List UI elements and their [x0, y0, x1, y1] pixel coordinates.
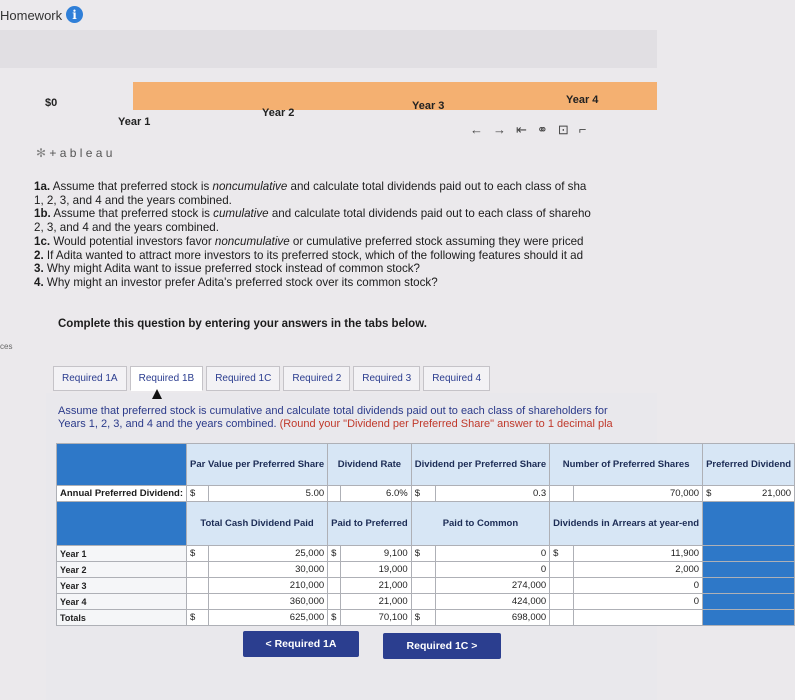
subheader-blank-right	[703, 502, 795, 546]
currency-symbol	[550, 562, 573, 578]
question-number: 1a.	[34, 180, 51, 193]
header-preferred-dividend: Preferred Dividend	[703, 444, 795, 486]
question-text: 2, 3, and 4 and the years combined.	[34, 221, 219, 235]
info-icon[interactable]: i	[66, 6, 83, 23]
forward-arrow-icon[interactable]: →	[493, 122, 516, 137]
question-text: or cumulative preferred stock assuming they were priced	[289, 234, 584, 248]
annual-dividend-label: Annual Preferred Dividend:	[57, 486, 187, 502]
currency-symbol	[187, 578, 209, 594]
side-text: ces	[0, 342, 13, 351]
currency-symbol: $	[411, 486, 435, 502]
row-label: Totals	[57, 610, 187, 626]
table-row	[57, 578, 795, 594]
currency-symbol	[187, 594, 209, 610]
table-row	[57, 546, 795, 562]
row-label: Year 2	[57, 562, 187, 578]
arrears-input[interactable]	[573, 610, 703, 626]
paid-common-input[interactable]: 0	[435, 546, 549, 562]
total-cash-input[interactable]: 210,000	[208, 578, 328, 594]
table-row	[57, 610, 795, 626]
currency-symbol	[328, 594, 341, 610]
first-page-icon[interactable]: ⇤	[516, 122, 537, 137]
header-number-shares: Number of Preferred Shares	[550, 444, 703, 486]
x-label-year-3: Year 3	[412, 100, 445, 112]
par-value-input[interactable]: 5.00	[208, 486, 328, 502]
currency-symbol	[328, 562, 341, 578]
question-line	[34, 194, 657, 208]
total-cash-input[interactable]: 625,000	[208, 610, 328, 626]
question-emphasis: cumulative	[213, 207, 269, 221]
currency-symbol: $	[411, 610, 435, 626]
preferred-dividend-value	[703, 486, 795, 502]
question-number: 2.	[34, 248, 44, 262]
question-line	[34, 221, 657, 235]
subheader-blank	[57, 502, 187, 546]
preferred-dividend-amount: 21,000	[762, 488, 792, 499]
tableau-toolbar	[470, 122, 596, 138]
arrears-input[interactable]: 11,900	[573, 546, 703, 562]
header-dividend-rate: Dividend Rate	[328, 444, 412, 486]
dividend-table	[56, 443, 795, 626]
currency-symbol	[411, 578, 435, 594]
currency-symbol	[550, 610, 573, 626]
question-line	[34, 235, 657, 249]
x-label-year-1: Year 1	[118, 116, 151, 128]
tab-required-2[interactable]: Required 2	[283, 366, 350, 391]
question-list	[34, 180, 657, 290]
paid-preferred-input[interactable]: 70,100	[340, 610, 411, 626]
row-blank	[703, 578, 795, 594]
total-cash-input[interactable]: 30,000	[208, 562, 328, 578]
header-par-value: Par Value per Preferred Share	[187, 444, 328, 486]
tableau-label: + a b l e a u	[49, 146, 113, 160]
arrears-input[interactable]: 2,000	[573, 562, 703, 578]
currency-symbol: $	[328, 610, 341, 626]
row-label: Year 3	[57, 578, 187, 594]
paid-common-input[interactable]: 698,000	[435, 610, 549, 626]
dividend-per-share-input[interactable]: 0.3	[435, 486, 549, 502]
x-label-year-2: Year 2	[262, 107, 295, 119]
paid-preferred-input[interactable]: 19,000	[340, 562, 411, 578]
tab-required-1c[interactable]: Required 1C	[206, 366, 280, 391]
question-text: Assume that preferred stock is	[53, 207, 214, 221]
question-text: Why might an investor prefer Adita's preferred stock over its common stock?	[46, 275, 438, 289]
next-required-1c-button[interactable]: Required 1C >	[383, 633, 501, 659]
question-number: 3.	[34, 262, 44, 276]
paid-common-input[interactable]: 0	[435, 562, 549, 578]
header-blank	[57, 444, 187, 486]
currency-symbol	[328, 578, 341, 594]
instruction-line-2b: (Round your "Dividend per Preferred Share" answer to 1 decimal pla	[279, 418, 613, 430]
share-icon[interactable]: ⚭	[536, 122, 558, 137]
tab-required-1a[interactable]: Required 1A	[53, 366, 127, 391]
dividend-rate-input[interactable]: 6.0%	[340, 486, 411, 502]
back-arrow-icon[interactable]: ←	[470, 122, 493, 137]
currency-symbol	[550, 594, 573, 610]
question-line	[34, 249, 657, 263]
currency-symbol: $	[550, 546, 573, 562]
header-paid-preferred: Paid to Preferred	[328, 502, 412, 546]
paid-common-input[interactable]: 274,000	[435, 578, 549, 594]
row-label: Year 4	[57, 594, 187, 610]
question-text: and calculate total dividends paid out to each class of shareho	[268, 207, 591, 221]
question-text: and calculate total dividends paid out to each class of sha	[287, 180, 587, 193]
header-arrears: Dividends in Arrears at year-end	[550, 502, 703, 546]
question-line	[34, 180, 657, 194]
arrears-input[interactable]: 0	[573, 578, 703, 594]
instruction-line-1: Assume that preferred stock is cumulative and calculate total dividends paid out to each class of shareholders for	[58, 405, 608, 417]
paid-preferred-input[interactable]: 21,000	[340, 594, 411, 610]
currency-symbol	[411, 562, 435, 578]
tableau-logo	[36, 146, 112, 160]
total-cash-input[interactable]: 25,000	[208, 546, 328, 562]
instruction-text	[58, 405, 657, 431]
currency-symbol: $	[706, 488, 712, 499]
question-emphasis: noncumulative	[212, 180, 288, 193]
question-number: 1b.	[34, 207, 51, 221]
row-blank	[703, 610, 795, 626]
x-label-year-4: Year 4	[566, 94, 599, 106]
question-text: If Adita wanted to attract more investors to its preferred stock, which of the following features should it ad	[46, 248, 584, 262]
question-text: 1, 2, 3, and 4 and the years combined.	[34, 193, 232, 207]
currency-symbol: $	[411, 546, 435, 562]
row-blank	[703, 594, 795, 610]
paid-preferred-input[interactable]: 9,100	[340, 546, 411, 562]
top-bar	[0, 30, 657, 68]
instruction-line-2a: Years 1, 2, 3, and 4 and the years combined.	[58, 418, 280, 430]
question-text: Would potential investors favor	[53, 234, 215, 248]
tab-required-4[interactable]: Required 4	[423, 366, 490, 391]
question-line	[34, 207, 657, 221]
paid-preferred-input[interactable]: 21,000	[340, 578, 411, 594]
arrears-input[interactable]: 0	[573, 594, 703, 610]
tab-required-3[interactable]: Required 3	[353, 366, 420, 391]
header-paid-common: Paid to Common	[411, 502, 549, 546]
tab-bar	[53, 366, 493, 393]
table-row	[57, 594, 795, 610]
paid-common-input[interactable]: 424,000	[435, 594, 549, 610]
fullscreen-icon[interactable]: ⌐	[578, 122, 597, 137]
tab-required-1b[interactable]: Required 1B	[130, 366, 204, 391]
mouse-cursor-icon	[152, 389, 162, 399]
question-text: Assume that preferred stock is	[52, 180, 213, 193]
currency-symbol: $	[187, 486, 209, 502]
complete-instruction: Complete this question by entering your answers in the tabs below.	[58, 318, 427, 330]
comment-icon[interactable]: ⊡	[557, 122, 579, 137]
row-label: Year 1	[57, 546, 187, 562]
y-axis-zero-label: $0	[45, 97, 58, 109]
question-line	[34, 276, 657, 290]
question-text: Why might Adita want to issue preferred stock instead of common stock?	[46, 262, 421, 276]
currency-symbol	[550, 578, 573, 594]
prev-required-1a-button[interactable]: < Required 1A	[243, 631, 359, 657]
homework-title: Homework	[0, 8, 63, 23]
tableau-star-icon: ✻	[36, 146, 47, 160]
question-number: 1c.	[34, 234, 51, 248]
question-number: 4.	[34, 275, 44, 289]
total-cash-input[interactable]: 360,000	[208, 594, 328, 610]
row-blank	[703, 562, 795, 578]
row-blank	[703, 546, 795, 562]
currency-symbol	[411, 594, 435, 610]
instruction-line-2	[58, 418, 657, 431]
question-emphasis: noncumulative	[214, 234, 290, 248]
currency-symbol: $	[187, 546, 209, 562]
question-line	[34, 262, 657, 276]
number-shares-input[interactable]: 70,000	[573, 486, 703, 502]
table-row	[57, 562, 795, 578]
currency-symbol: $	[187, 610, 209, 626]
header-dividend-per-share: Dividend per Preferred Share	[411, 444, 549, 486]
header-total-cash: Total Cash Dividend Paid	[187, 502, 328, 546]
currency-symbol: $	[328, 546, 341, 562]
currency-symbol	[187, 562, 209, 578]
